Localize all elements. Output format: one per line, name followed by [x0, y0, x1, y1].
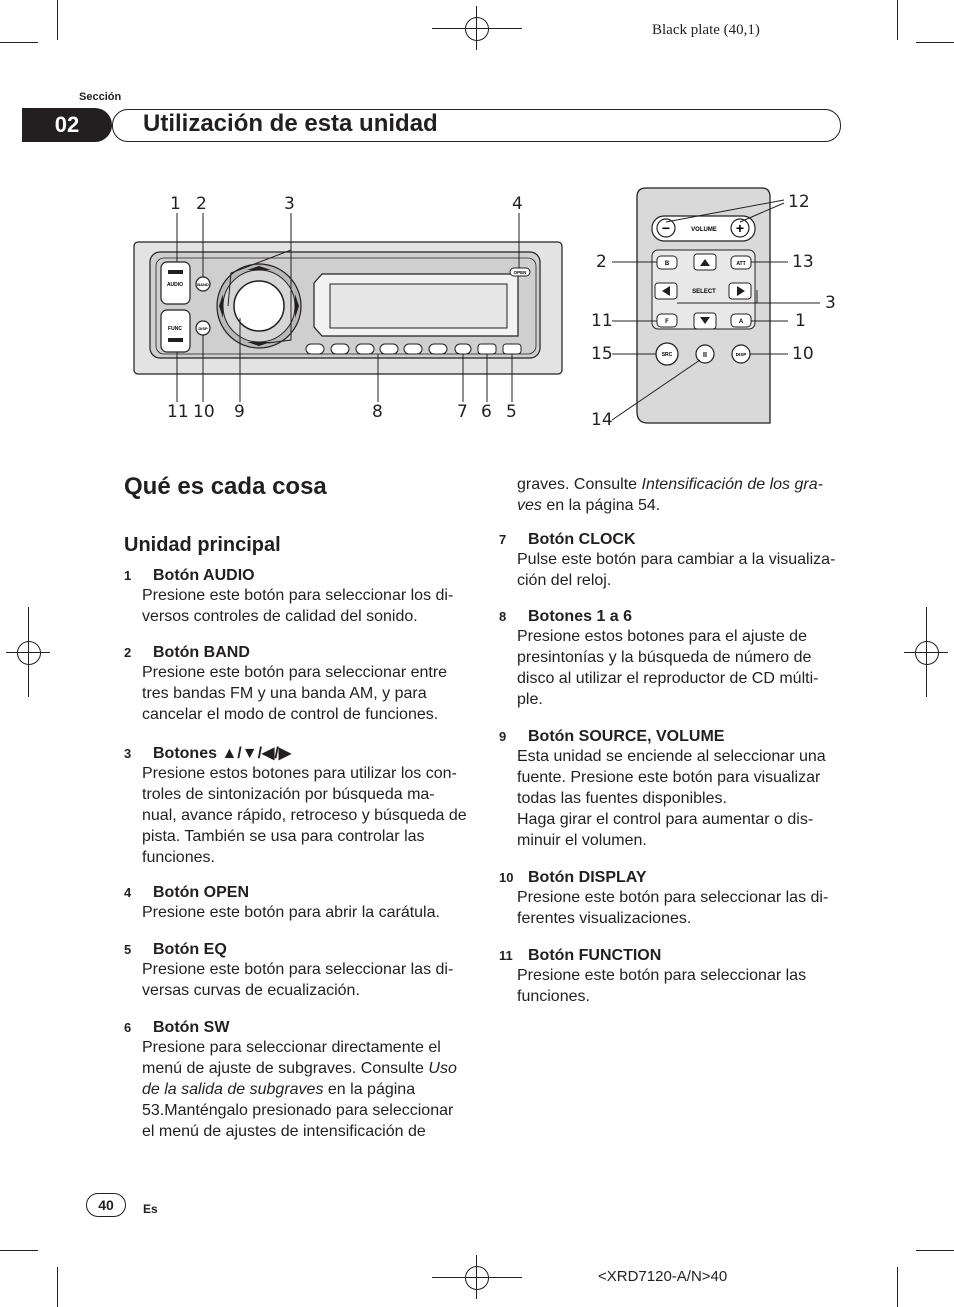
item-4 — [124, 884, 469, 923]
remote-callout-2: 2 — [596, 252, 607, 272]
item-number: 8 — [499, 609, 507, 624]
item-number: 3 — [124, 746, 132, 761]
callout-1: 1 — [170, 194, 181, 214]
callout-9: 9 — [234, 402, 245, 422]
item-text-reference: Intensificación de los gra- ves — [517, 476, 823, 514]
crop-mark — [916, 42, 954, 43]
item-title: Botones 1 a 6 — [528, 608, 633, 625]
item-text: Presione este botón para seleccionar las funciones. — [517, 967, 807, 1005]
remote-src-label: SRC — [661, 352, 673, 358]
controls-figure — [120, 180, 840, 440]
language-code: Es — [143, 1202, 158, 1216]
callout-11: 11 — [167, 402, 189, 422]
callout-6: 6 — [481, 402, 492, 422]
item-6-continued — [517, 474, 842, 516]
disp-button-label: DISP — [198, 326, 208, 331]
item-title: Botón CLOCK — [528, 531, 636, 548]
remote-pause-label: II — [703, 352, 707, 359]
display-screen — [330, 284, 507, 328]
item-text-part: en la página 53.Manténgalo presionado para seleccionar el menú de ajustes de intensificación de — [142, 1081, 454, 1140]
callout-10: 10 — [193, 402, 215, 422]
item-number: 6 — [124, 1020, 132, 1035]
callout-2: 2 — [196, 194, 207, 214]
item-6 — [124, 1019, 469, 1142]
item-text: Pulse este botón para cambiar a la visualiza- ción del reloj. — [517, 551, 836, 589]
item-number: 11 — [499, 948, 513, 963]
remote-att-label: ATT — [736, 261, 746, 267]
crop-mark — [916, 1250, 954, 1251]
item-text: Presione este botón para seleccionar entre tres bandas FM y una banda AM, y para cancelar el modo de control de funciones. — [142, 664, 448, 723]
callout-7: 7 — [457, 402, 468, 422]
item-1 — [124, 567, 469, 627]
remote-f-label: F — [665, 319, 669, 325]
remote-callout-15: 15 — [591, 344, 613, 364]
item-number: 7 — [499, 532, 507, 547]
item-text-part: en la página 54. — [541, 497, 661, 514]
section-subtitle: Unidad principal — [124, 534, 281, 556]
item-text: Presione este botón para seleccionar las di- versas curvas de ecualización. — [142, 961, 454, 999]
document-code: <XRD7120-A/N>40 — [598, 1268, 728, 1285]
callout-3: 3 — [284, 194, 295, 214]
item-5 — [124, 941, 469, 1001]
remote-callout-13: 13 — [792, 252, 814, 272]
volume-knob — [234, 281, 284, 331]
item-title: Botón EQ — [153, 941, 227, 958]
item-number: 1 — [124, 568, 132, 583]
item-title: Botón FUNCTION — [528, 947, 662, 964]
item-text: Presione este botón para seleccionar las di- ferentes visualizaciones. — [517, 889, 829, 927]
item-number: 5 — [124, 942, 132, 957]
remote-select-label: SELECT — [692, 289, 716, 295]
sw-button — [478, 344, 496, 354]
item-text-part: graves. Consulte — [517, 476, 642, 493]
remote-volume-minus-label: − — [661, 220, 671, 236]
crop-mark — [897, 0, 898, 40]
page-title: Qué es cada cosa — [124, 473, 327, 500]
item-text-reference: Uso de la salida de subgraves — [142, 1060, 457, 1098]
item-7 — [499, 531, 844, 591]
item-title: Botones ▲/▼/◀/▶ — [153, 745, 292, 762]
section-label: Sección — [79, 91, 122, 103]
section-title: Utilización de esta unidad — [143, 110, 438, 137]
remote-callout-3: 3 — [825, 293, 836, 313]
crop-mark — [0, 1250, 38, 1251]
remote-volume-label: VOLUME — [691, 227, 717, 233]
func-button-label: FUNC — [168, 326, 182, 332]
item-number: 2 — [124, 645, 132, 660]
remote-callout-11: 11 — [591, 311, 613, 331]
item-3 — [124, 743, 469, 868]
item-title: Botón SOURCE, VOLUME — [528, 728, 725, 745]
callout-4: 4 — [512, 194, 523, 214]
remote-a-label: A — [738, 319, 744, 325]
remote-b-label: B — [664, 261, 670, 267]
remote-callout-12: 12 — [788, 192, 810, 212]
callout-8: 8 — [372, 402, 383, 422]
item-text: Presione estos botones para el ajuste de presintonías y la búsqueda de número de disco al utilizar el reproductor de CD múlti- ple. — [517, 628, 819, 708]
remote-control — [637, 188, 770, 423]
item-text: Presione este botón para seleccionar los di- versos controles de calidad del sonido. — [142, 587, 454, 625]
callout-5: 5 — [506, 402, 517, 422]
item-number: 4 — [124, 885, 132, 900]
item-text: Esta unidad se enciende al seleccionar una fuente. Presione este botón para visualizar todas las fuentes disponibles. — [517, 748, 826, 807]
clock-button — [455, 344, 471, 354]
item-title: Botón OPEN — [153, 884, 249, 901]
item-text: Presione este botón para abrir la carátula. — [142, 904, 440, 921]
remote-callout-10: 10 — [792, 344, 814, 364]
remote-callout-14: 14 — [591, 410, 613, 430]
crop-mark — [897, 1267, 898, 1307]
remote-callout-1: 1 — [795, 311, 806, 331]
eq-button — [503, 344, 521, 354]
plate-label: Black plate (40,1) — [652, 22, 760, 38]
item-10 — [499, 869, 844, 929]
head-unit — [134, 242, 562, 374]
item-title: Botón DISPLAY — [528, 869, 647, 886]
band-button-label: BAND — [197, 282, 209, 287]
page-number: 40 — [86, 1193, 126, 1217]
item-2 — [124, 644, 469, 725]
item-title: Botón SW — [153, 1019, 230, 1036]
item-title: Botón AUDIO — [153, 567, 255, 584]
item-11 — [499, 947, 844, 1007]
audio-button-label: AUDIO — [166, 282, 184, 288]
item-title: Botón BAND — [153, 644, 250, 661]
item-text — [142, 1037, 469, 1142]
item-number: 9 — [499, 729, 507, 744]
crop-mark — [57, 1267, 58, 1307]
item-9 — [499, 728, 844, 851]
item-text: Presione estos botones para utilizar los con- troles de sintonización por búsqueda ma- nual, avance rápido, retroceso y búsqueda de pista. También se usa para controlar las funciones. — [142, 765, 467, 866]
crop-mark — [57, 0, 58, 40]
item-text-part: Presione para seleccionar directamente el menú de ajuste de subgraves. Consulte — [142, 1039, 441, 1077]
crop-mark — [0, 42, 38, 43]
open-button-label: OPEN — [513, 270, 527, 275]
remote-volume-plus-label: + — [735, 220, 745, 236]
item-text: Haga girar el control para aumentar o dis- minuir el volumen. — [517, 811, 814, 849]
item-8 — [499, 608, 844, 710]
remote-disp-label: DISP — [735, 352, 747, 357]
item-number: 10 — [499, 870, 514, 885]
section-number: 02 — [22, 108, 112, 142]
